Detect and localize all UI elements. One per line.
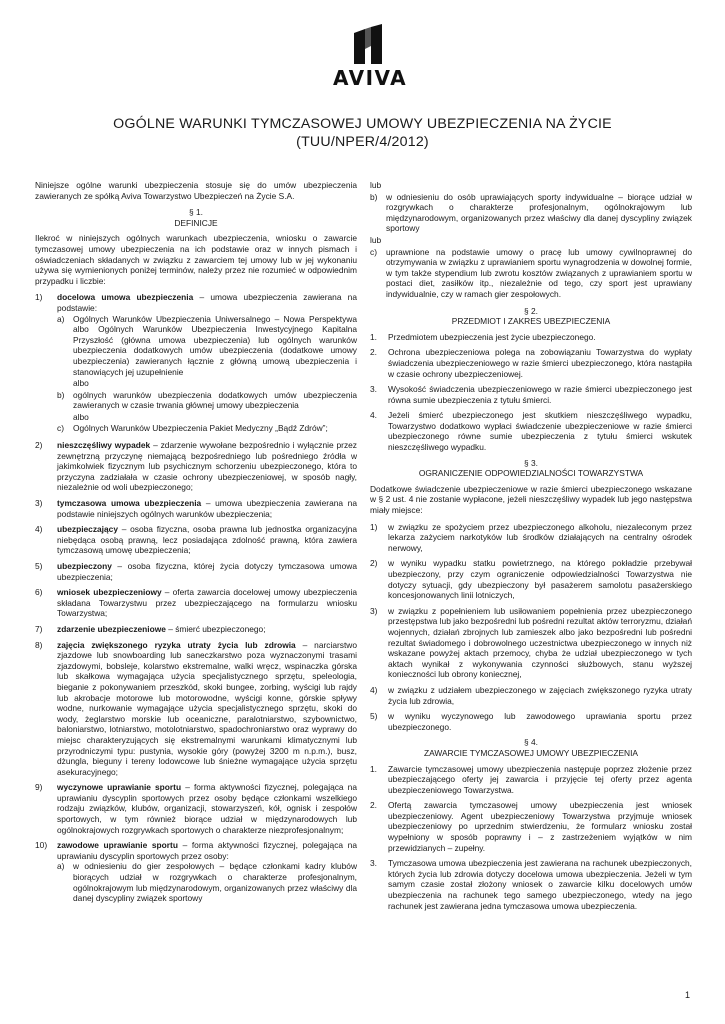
section-4-title: ZAWARCIE TYMCZASOWEJ UMOWY UBEZPIECZENIA bbox=[423, 747, 639, 758]
definition-subitem: Ogólnych Warunków Ubezpieczenia Pakiet Medyczny „Bądź Zdrów”; bbox=[73, 423, 328, 434]
left-column bbox=[35, 180, 357, 910]
list-item: 5) w wyniku wyczynowego lub zawodowego uprawiania sportu przez ubezpieczonego. bbox=[370, 711, 692, 732]
definition-subitem: ogólnych warunków ubezpieczenia dodatkowych umów ubezpieczenia zawieranych w czasie trwania głównej umowy ubezpieczenia bbox=[73, 389, 357, 411]
section-1-title: DEFINICJE bbox=[174, 217, 218, 228]
definition-subitem: w odniesieniu do gier zespołowych – będące członkami kadry klubów biorących udział w rozgrywkach o charakterze profesjonalnym, ogólnokrajowym lub międzynarodowym, organizowanych przez właściwy dla danej dyscypliny związek sportowy bbox=[73, 861, 357, 904]
section-1-number: § 1. bbox=[189, 207, 203, 218]
definition-item: 1) docelowa umowa ubezpieczenia – umowa ubezpieczenia zawierana na podstawie: a) Ogólnych Warunków Ubezpieczenia Uniwersalnego – Nowa Perspektywa albo Ogólnych Warunków Ubezpieczenia Inwestycyjnego Kapitalna Przyszłość (główna umowa ubezpieczenia) lub ogólnych warunków ubezpieczenia dodatkowych umów ubezpieczenia (dodatkowe umowy ubezpieczenia) zawieranych łącznie z główną umową ubezpieczenia i stanowiących jej uzupełnienie albo b) ogólnych warunków ubezpieczenia dodatkowych umów ubezpieczenia zawieranych w czasie trwania głównej umowy ubezpieczenia albo c) Ogólnych Warunków Ubezpieczenia Pakiet Medyczny „Bądź Zdrów”; bbox=[35, 292, 358, 434]
section-3-lead: Dodatkowe świadczenie ubezpieczeniowe w razie śmierci ubezpieczonego wskazane w § 2 ust. 4 nie zostanie wypłacone, jeżeli nieszczęśliwy wypadek lub jego następstwa miały miejsce: bbox=[370, 483, 692, 516]
section-1-heading bbox=[35, 207, 357, 228]
intro-paragraph: Niniejsze ogólne warunki ubezpieczenia stosuje się do umów ubezpieczenia zawieranych ze spółką Aviva Towarzystwo Ubezpieczeń na Życie S.A. bbox=[35, 180, 357, 201]
section-4-heading bbox=[370, 737, 692, 758]
definition-item: 9) wyczynowe uprawianie sportu – forma aktywności fizycznej, polegająca na uprawianiu dyscyplin sportowych przez osoby będące członkami wszelkiego rodzaju związków, klubów, organizacji, stowarzyszeń, kół, ognisk i zespołów sportowych, w tym również biorące udział w międzynarodowych lub ogólnokrajowych rozgrywkach sportowych o charakterze niezprofesjonalnym; bbox=[35, 782, 357, 835]
definition-term: nieszczęśliwy wypadek bbox=[57, 440, 151, 451]
list-item: 1. Przedmiotem ubezpieczenia jest życie ubezpieczonego. bbox=[370, 331, 596, 342]
definition-item: 6) wniosek ubezpieczeniowy – oferta zawarcia docelowej umowy ubezpieczenia składana Towarzystwu przez ubezpieczającego na formularzu wniosku Towarzystwa; bbox=[35, 587, 357, 619]
section-3-heading bbox=[370, 458, 692, 479]
definition-term: zawodowe uprawianie sportu bbox=[57, 840, 178, 851]
list-item: 3. Wysokość świadczenia ubezpieczeniowego w razie śmierci ubezpieczonego jest równa sumie ubezpieczenia z tytułu śmierci. bbox=[370, 384, 692, 405]
definition-item: 10) zawodowe uprawianie sportu – forma aktywności fizycznej, polegająca na uprawianiu dyscyplin sportowych przez osoby: a) w odniesieniu do gier zespołowych – będące członkami kadry klubów biorących udział w rozgrywkach o charakterze profesjonalnym, ogólnokrajowym lub międzynarodowym, organizowanych przez właściwy dla danej dyscypliny związek sportowy bbox=[35, 840, 357, 904]
list-item: 4. Jeżeli śmierć ubezpieczonego jest skutkiem nieszczęśliwego wypadku, Towarzystwo dodatkowo wypłaci świadczenie ubezpieczeniowe w razie śmierci ubezpieczonego równe sumie ubezpieczenia z tytułu śmierci wskutek nieszczęśliwego wypadku. bbox=[370, 410, 692, 453]
section-2-number: § 2. bbox=[524, 305, 538, 316]
list-item: 1. Zawarcie tymczasowej umowy ubezpieczenia następuje poprzez złożenie przez ubezpieczającego oferty jej zawarcia i przyjęcie tej oferty przez agenta ubezpieczeniowego Towarzystwa. bbox=[370, 763, 692, 795]
definition-term: ubezpieczony bbox=[57, 561, 112, 571]
list-item: 4) w związku z udziałem ubezpieczonego w zajęciach zwiększonego ryzyka utraty życia lub zdrowia, bbox=[370, 684, 692, 706]
definition-item: 7) zdarzenie ubezpieczeniowe – śmierć ubezpieczonego; bbox=[35, 623, 266, 634]
document-title-block bbox=[0, 115, 725, 151]
list-item: 1) w związku ze spożyciem przez ubezpieczonego alkoholu, niezaleconym przez lekarza zażyciem narkotyków lub środków działających na centralny ośrodek nerwowy, bbox=[370, 521, 692, 553]
section-4-number: § 4. bbox=[524, 737, 538, 748]
list-item: 2) w wyniku wypadku statku powietrznego, na którego pokładzie przebywał ubezpieczony, przy czym ograniczenie odpowiedzialności Towarzystwa nie dotyczy sytuacji, gdy ubezpieczony był pasażerem samolotu pasażerskiego koncesjonowanych linii lotniczych, bbox=[370, 558, 692, 601]
definition-subitem: w odniesieniu do osób uprawiających sporty indywidualne – biorące udział w rozgrywkach o charakterze profesjonalnym, ogólnokrajowym lub międzynarodowym, organizowanych przez właściwy dla danej dyscypliny związek sportowy bbox=[386, 191, 692, 234]
section-3-title: OGRANICZENIE ODPOWIEDZIALNOŚCI TOWARZYSTWA bbox=[418, 468, 644, 479]
definition-item: 4) ubezpieczający – osoba fizyczna, osoba prawna lub jednostka organizacyjna niebędąca osobą prawną, lecz posiadająca zdolność prawną, która zawiera tymczasową umowę ubezpieczenia; bbox=[35, 524, 357, 556]
definition-subitem: Ogólnych Warunków Ubezpieczenia Uniwersalnego – Nowa Perspektywa albo Ogólnych Warunków Ubezpieczenia Inwestycyjnego Kapitalna Przyszłość (główna umowa ubezpieczenia) lub ogólnych warunków ubezpieczenia dodatkowych umów ubezpieczenia (dodatkowe umowy ubezpieczenia) zawieranych łącznie z główną umową ubezpieczenia i stanowiących jej uzupełnienie bbox=[73, 313, 357, 377]
list-item: 2. Ofertą zawarcia tymczasowej umowy ubezpieczenia jest wniosek ubezpieczeniowy. Agent ubezpieczeniowy Towarzystwa przyjmuje wniosek ubezpieczeniowy po uprzednim stwierdzeniu, że formularz wniosku został wypełniony w sposób poprawny i – z zastrzeżeniem wyjątków w nim przewidzianych – zupełny. bbox=[370, 800, 692, 853]
definition-term: zajęcia zwiększonego ryzyka utraty życia lub zdrowia bbox=[57, 639, 296, 650]
list-item: 3) w związku z popełnieniem lub usiłowaniem popełnienia przez ubezpieczonego przestępstwa lub jako bezpośredni lub pośredni rezultat aktów terroryzmu, działań wojennych, działań zbrojnych lub zamieszek albo jako bezpośredni lub pośredni rezultat świadomego i dobrowolnego uczestnictwa ubezpieczonego w innych niż wskazane powyżej aktach przemocy, chyba że udział ubezpieczonego w tych aktach wynikał z wykonywania czynności służbowych, stanu wyższej konieczności lub obrony koniecznej, bbox=[370, 605, 692, 680]
definition-item: 2) nieszczęśliwy wypadek – zdarzenie wywołane bezpośrednio i wyłącznie przez zewnętrzną przyczynę niemającą bezpośredniego lub pośredniego źródła w jakimkolwiek fizycznym lub psychicznym schorzeniu ubezpieczonego, która to przyczyna zadziałała w czasie ochrony ubezpieczeniowej, w sposób nagły, niezależnie od woli ubezpieczonego; bbox=[35, 440, 357, 493]
section-1-lead: Ilekroć w niniejszych ogólnych warunkach ubezpieczenia, wniosku o zawarcie tymczasowej umowy ubezpieczenia na ich podstawie oraz w innych pismach i oświadczeniach składanych w związku z zawarciem tej umowy lub w jej wykonaniu używa się wymienionych poniżej terminów, należy przez nie rozumieć w odpowiednim przypadku i liczbie: bbox=[35, 233, 357, 286]
aviva-logo bbox=[333, 24, 408, 90]
section-3-number: § 3. bbox=[524, 457, 538, 468]
definition-term: docelowa umowa ubezpieczenia bbox=[57, 292, 194, 303]
definition-term: ubezpieczający bbox=[57, 524, 118, 535]
section-2-title: PRZEDMIOT I ZAKRES UBEZPIECZENIA bbox=[451, 316, 611, 327]
page-number: 1 bbox=[684, 990, 690, 1000]
section-2-heading bbox=[370, 306, 692, 327]
list-item: 3. Tymczasowa umowa ubezpieczenia jest zawierana na rachunek ubezpieczonych, których życia lub zdrowia dotyczy docelowa umowa ubezpieczenia. Jeżeli w tym samym czasie został złożony wniosek o zawarcie kilku docelowych umów ubezpieczenia na rachunek tego samego ubezpieczonego, wtedy na jego rachunek jest zawierana jedna tymczasowa umowa ubezpieczenia. bbox=[370, 858, 692, 911]
definition-term: wyczynowe uprawianie sportu bbox=[57, 782, 182, 793]
definition-item: 3) tymczasowa umowa ubezpieczenia – umowa ubezpieczenia zawierana na podstawie niniejszych ogólnych warunków ubezpieczenia; bbox=[35, 498, 357, 519]
aviva-emblem-icon bbox=[350, 24, 386, 64]
definition-term: zdarzenie ubezpieczeniowe bbox=[57, 623, 166, 634]
definition-term: wniosek ubezpieczeniowy bbox=[57, 587, 162, 598]
definition-item: 5) ubezpieczony – osoba fizyczna, której życia dotyczy tymczasowa umowa ubezpieczenia; bbox=[35, 561, 357, 582]
definition-item: 8) zajęcia zwiększonego ryzyka utraty życia lub zdrowia – narciarstwo zjazdowe lub snowboarding lub saneczkarstwo poza wyznaczonymi trasami zjazdowymi, bobsleje, kolarstwo ekstremalne, walki wręcz, wspinaczka górska lub skałkowa wymagająca użycia specjalistycznego sprzętu, speleologia, bieganie z pokonywaniem przeszkód, skoki bungee, zorbing, wyścigi lub rajdy lub akrobacje motorowe lub motorowodne, wyścigi konne, górskie spływy wodne, nurkowanie wymagające użycia specjalistycznego sprzętu, skoki do wody, żeglarstwo morskie lub oceaniczne, paralotniarstwo, szybownictwo, baloniarstwo, lotniarstwo, motolotniarstwo, spadochroniarstwo oraz wyprawy do miejsc charakteryzujących się ekstremalnymi warunkami klimatycznymi lub przyrodniczymi typu: pustynia, wysokie góry (powyżej 3200 m n.p.m.), busz, dżungla, bieguny i tereny lodowcowe lub śnieżne wymagające użycia sprzętu asekuracyjnego; bbox=[35, 639, 357, 777]
definition-subitem: uprawnione na podstawie umowy o pracę lub umowy cywilnoprawnej do otrzymywania w związku z uprawianiem sportu wynagrodzenia w dowolnej formie, w tym także stypendium lub zwrotu kosztów związanych z uprawianiem sportu w postaci diet, zasiłków itp., niezależnie od tego, czy sport jest uprawiany indywidualnie, czy w ramach gier zespołowych. bbox=[386, 246, 692, 299]
document-code: (TUU/NPER/4/2012) bbox=[296, 134, 429, 150]
document-title: OGÓLNE WARUNKI TYMCZASOWEJ UMOWY UBEZPIECZENIA NA ŻYCIE bbox=[113, 116, 612, 132]
list-item: 2. Ochrona ubezpieczeniowa polega na zobowiązaniu Towarzystwa do wypłaty świadczenia ubezpieczeniowego w razie śmierci ubezpieczonego, która nastąpiła w czasie ochrony ubezpieczeniowej. bbox=[370, 347, 692, 379]
logo-wordmark: AVIVA bbox=[333, 66, 408, 90]
right-column: lub b) w odniesieniu do osób uprawiających sporty indywidualne – biorące udział w rozgrywkach o charakterze profesjonalnym, ogólnokrajowym lub międzynarodowym, organizowanych przez właściwy dla danej dyscypliny związek sportowy lub c) uprawnione na podstawie umowy o pracę lub umowy cywilnoprawnej do otrzymywania w związku z uprawianiem sportu wynagrodzenia w dowolnej formie, w tym także stypendium lub zwrotu kosztów związanych z uprawianiem sportu w postaci diet, zasiłków itp., niezależnie od tego, czy sport jest uprawiany indywidualnie, czy w ramach gier zespołowych. § 2. PRZEDMIOT I ZAKRES UBEZPIECZENIA 1. Przedmiotem ubezpieczenia jest życie ubezpieczonego. 2. Ochrona ubezpieczeniowa polega na zobowiązaniu Towarzystwa do wypłaty świadczenia ubezpieczeniowego w razie śmierci ubezpieczonego, która nastąpiła w czasie ochrony ubezpieczeniowej. 3. Wysokość świadczenia ubezpieczeniowego w razie śmierci ubezpieczonego jest równa sumie ubezpieczenia z tytułu śmierci. 4. Jeżeli śmierć ubezpieczonego jest skutkiem nieszczęśliwego wypadku, Towarzystwo dodatkowo wypłaci świadczenie ubezpieczeniowe w razie śmierci ubezpieczonego równe sumie ubezpieczenia z tytułu śmierci wskutek nieszczęśliwego wypadku. § 3. OGRANICZENIE ODPOWIEDZIALNOŚCI TOWARZYSTWA Dodatkowe świadczenie ubezpieczeniowe w razie śmierci ubezpieczonego wskazane w § 2 ust. 4 nie zostanie wypłacone, jeżeli nieszczęśliwy wypadek lub jego następstwa miały miejsce: 1) w związku ze spożyciem przez ubezpieczonego alkoholu, niezaleconym przez lekarza zażyciem narkotyków lub środków działających na centralny ośrodek nerwowy, 2) w wyniku wypadku statku powietrznego, na którego pokładzie przebywał ubezpieczony, przy czym ograniczenie odpowiedzialności Towarzystwa nie dotyczy sytuacji, gdy ubezpieczony był pasażerem samolotu pasażerskiego koncesjonowanych linii lotniczych, 3) w związku z popełnieniem lub usiłowaniem popełnienia przez ubezpieczonego przestępstwa lub jako bezpośredni lub pośredni rezultat aktów terroryzmu, działań wojennych, działań zbrojnych lub zamieszek albo jako bezpośredni lub pośredni rezultat świadomego i dobrowolnego uczestnictwa ubezpieczonego w innych niż wskazane powyżej aktach przemocy, chyba że udział ubezpieczonego w tych aktach wynikał z wykonywania czynności służbowych, stanu wyższej konieczności lub obrony koniecznej, 4) w związku z udziałem ubezpieczonego w zajęciach zwiększonego ryzyka utraty życia lub zdrowia, 5) w wyniku wyczynowego lub zawodowego uprawiania sportu przez ubezpieczonego. § 4. ZAWARCIE TYMCZASOWEJ UMOWY UBEZPIECZENIA 1. Zawarcie tymczasowej umowy ubezpieczenia następuje poprzez złożenie przez ubezpieczającego oferty jej zawarcia i przyjęcie tej oferty przez agenta ubezpieczeniowego Towarzystwa. 2. Ofertą zawarcia tymczasowej umowy ubezpieczenia jest wniosek ubezpieczeniowy. Agent ubezpieczeniowy Towarzystwa przyjmuje wniosek ubezpieczeniowy po uprzednim stwierdzeniu, że formularz wniosku został wypełniony w sposób poprawny i – z zastrzeżeniem wyjątków w nim przewidzianych – zupełny. 3. Tymczasowa umowa ubezpieczenia jest zawierana na rachunek ubezpieczonych, których życia lub zdrowia dotyczy docelowa umowa ubezpieczenia. Jeżeli w tym samym czasie został złożony wniosek o zawarcie kilku docelowych umów ubezpieczenia na rachunek tego samego ubezpieczonego, wtedy na jego rachunek jest zawierana jedna tymczasowa umowa ubezpieczenia. bbox=[370, 180, 692, 911]
definition-term: tymczasowa umowa ubezpieczenia bbox=[57, 498, 202, 509]
